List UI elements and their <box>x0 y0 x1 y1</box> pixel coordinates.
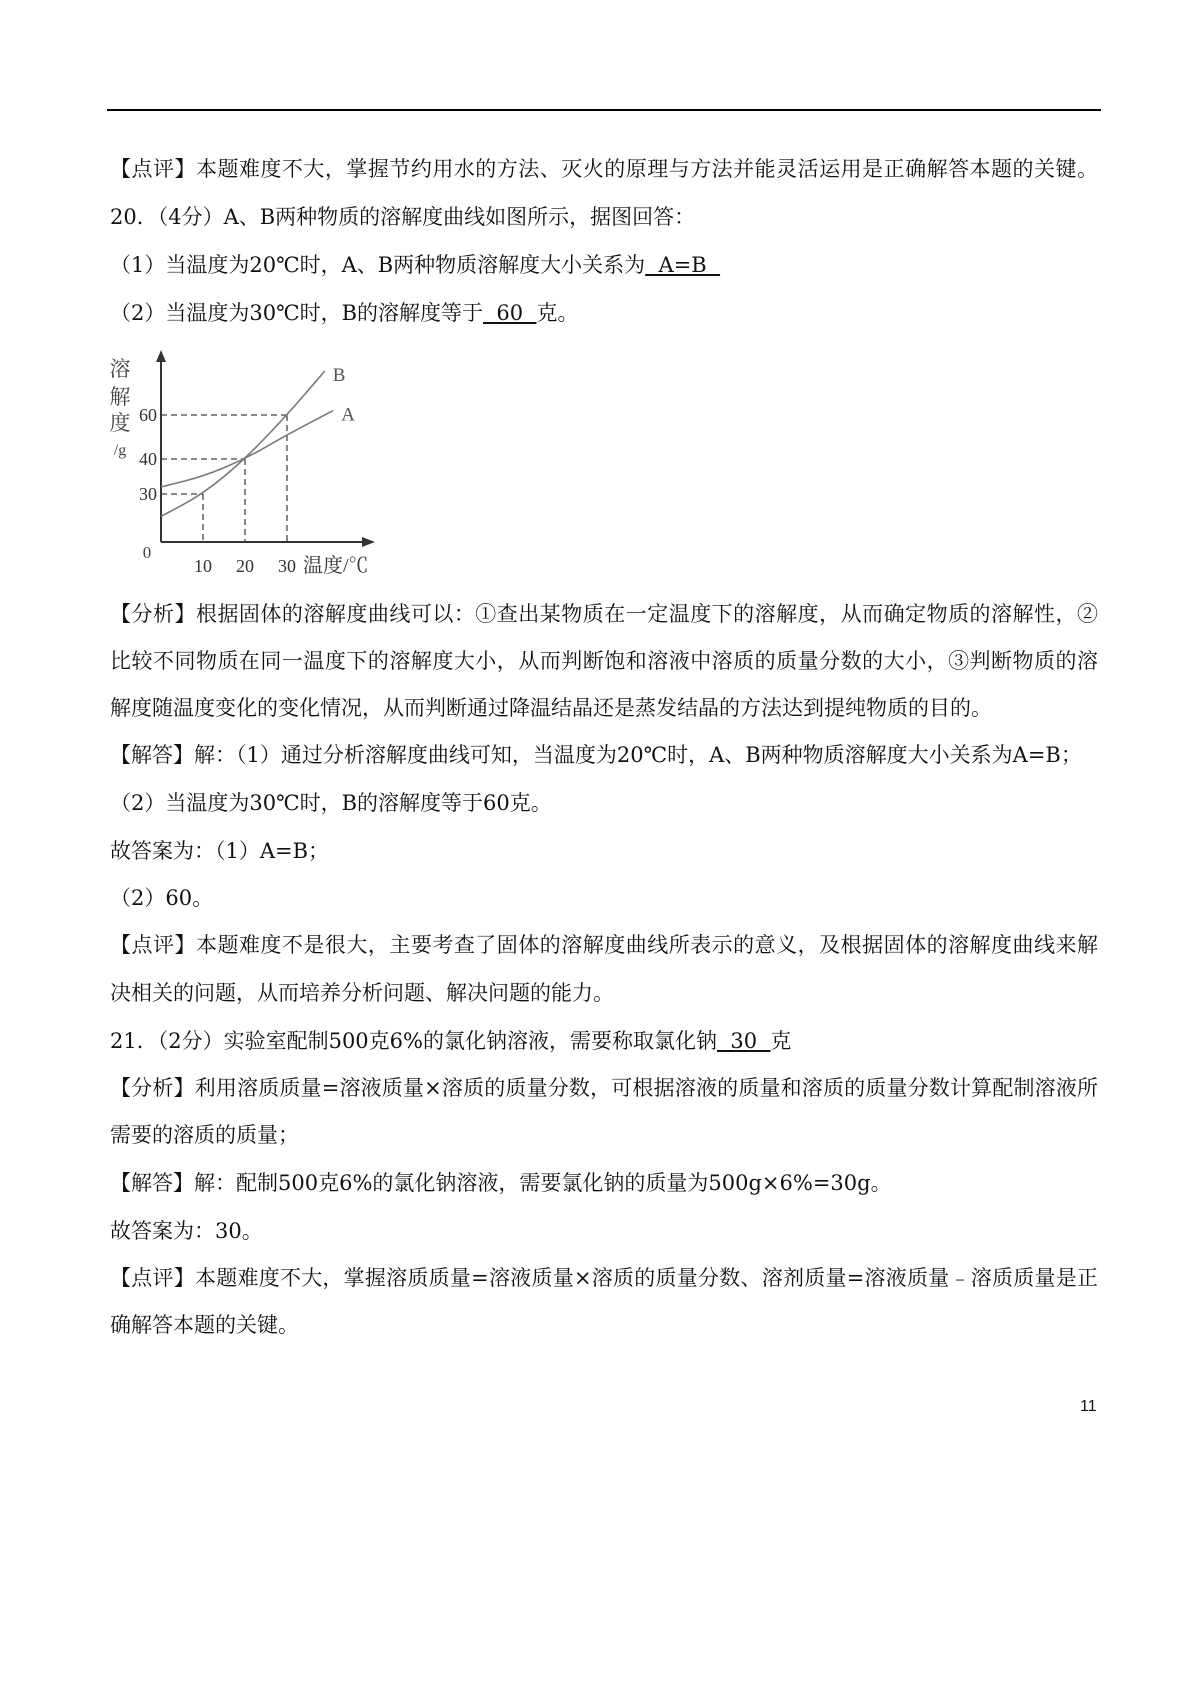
comment-19: 【点评】本题难度不大，掌握节约用水的方法、灭火的原理与方法并能灵活运用是正确解答本题的关键。 <box>110 157 1098 181</box>
y-axis-label-char: 溶 <box>109 357 131 381</box>
x-tick-label: 10 <box>194 556 212 576</box>
q21-text: 21．（2分）实验室配制500克6%的氯化钠溶液，需要称取氯化钠 <box>110 1029 717 1053</box>
analysis-20-line-1: 【分析】根据固体的溶解度曲线可以：①查出某物质在一定温度下的溶解度，从而确定物质的溶解性，② <box>110 602 1098 626</box>
y-axis-label-char: /g <box>113 442 127 459</box>
q21-unit: 克 <box>770 1029 792 1053</box>
solution-21: 【解答】解：配制500克6%的氯化钠溶液，需要氯化钠的质量为500g×6%=30g。 <box>110 1171 892 1195</box>
q20-1-answer: A=B <box>645 253 721 277</box>
question-20: 20．（4分）A、B两种物质的溶解度曲线如图所示，据图回答： <box>110 205 696 229</box>
x-tick-label: 20 <box>236 556 254 576</box>
q20-2-unit: 克。 <box>536 301 579 325</box>
q20-2-answer: 60 <box>483 301 537 325</box>
analysis-20-line-3: 解度随温度变化的变化情况，从而判断通过降温结晶还是蒸发结晶的方法达到提纯物质的目的。 <box>110 696 992 720</box>
x-axis-label: 温度/℃ <box>303 555 369 577</box>
x-axis-arrow <box>362 537 375 547</box>
y-axis-label-char: 度 <box>109 411 131 435</box>
curve-label-B: B <box>332 365 346 386</box>
curve-A <box>161 411 333 487</box>
comment-20-line-1: 【点评】本题难度不是很大，主要考查了固体的溶解度曲线所表示的意义，及根据固体的溶解度曲线来解 <box>110 933 1098 957</box>
q20-1-text: （1）当温度为20℃时，A、B两种物质溶解度大小关系为 <box>110 253 646 277</box>
y-axis-label-char: 解 <box>109 385 131 409</box>
solubility-chart <box>0 0 420 600</box>
y-tick-label: 30 <box>139 484 157 504</box>
solution-20-line-2: （2）当温度为30℃时，B的溶解度等于60克。 <box>110 791 552 815</box>
comment-20-line-2: 决相关的问题，从而培养分析问题、解决问题的能力。 <box>110 981 614 1005</box>
origin-label: 0 <box>142 543 152 562</box>
comment-21-line-2: 确解答本题的关键。 <box>110 1313 299 1337</box>
curve-label-A: A <box>341 404 355 426</box>
comment-21-line-1: 【点评】本题难度不大，掌握溶质质量=溶液质量×溶质的质量分数、溶剂质量=溶液质量﹣溶质质量是正 <box>110 1266 1098 1290</box>
question-21 <box>110 1027 791 1055</box>
answer-20-line-1: 故答案为：（1）A=B； <box>110 839 330 863</box>
answer-20-line-2: （2）60。 <box>110 886 214 910</box>
x-tick-label: 30 <box>278 556 296 576</box>
analysis-20-line-2: 比较不同物质在同一温度下的溶解度大小，从而判断饱和溶液中溶质的质量分数的大小，③判断物质的溶 <box>110 649 1098 673</box>
y-axis-arrow <box>156 350 166 362</box>
q20-2-text: （2）当温度为30℃时，B的溶解度等于 <box>110 301 484 325</box>
y-tick-label: 60 <box>139 405 157 425</box>
y-tick-label: 40 <box>139 449 157 469</box>
analysis-21-line-1: 【分析】利用溶质质量=溶液质量×溶质的质量分数，可根据溶液的质量和溶质的质量分数计算配制溶液所 <box>110 1076 1098 1100</box>
analysis-21-line-2: 需要的溶质的质量； <box>110 1123 299 1147</box>
page-number: 11 <box>1080 1398 1097 1415</box>
q21-answer: 30 <box>716 1029 771 1053</box>
answer-21: 故答案为：30。 <box>110 1219 263 1243</box>
solution-20-line-1: 【解答】解：（1）通过分析溶解度曲线可知，当温度为20℃时，A、B两种物质溶解度大小关系为A=B； <box>110 743 1082 767</box>
